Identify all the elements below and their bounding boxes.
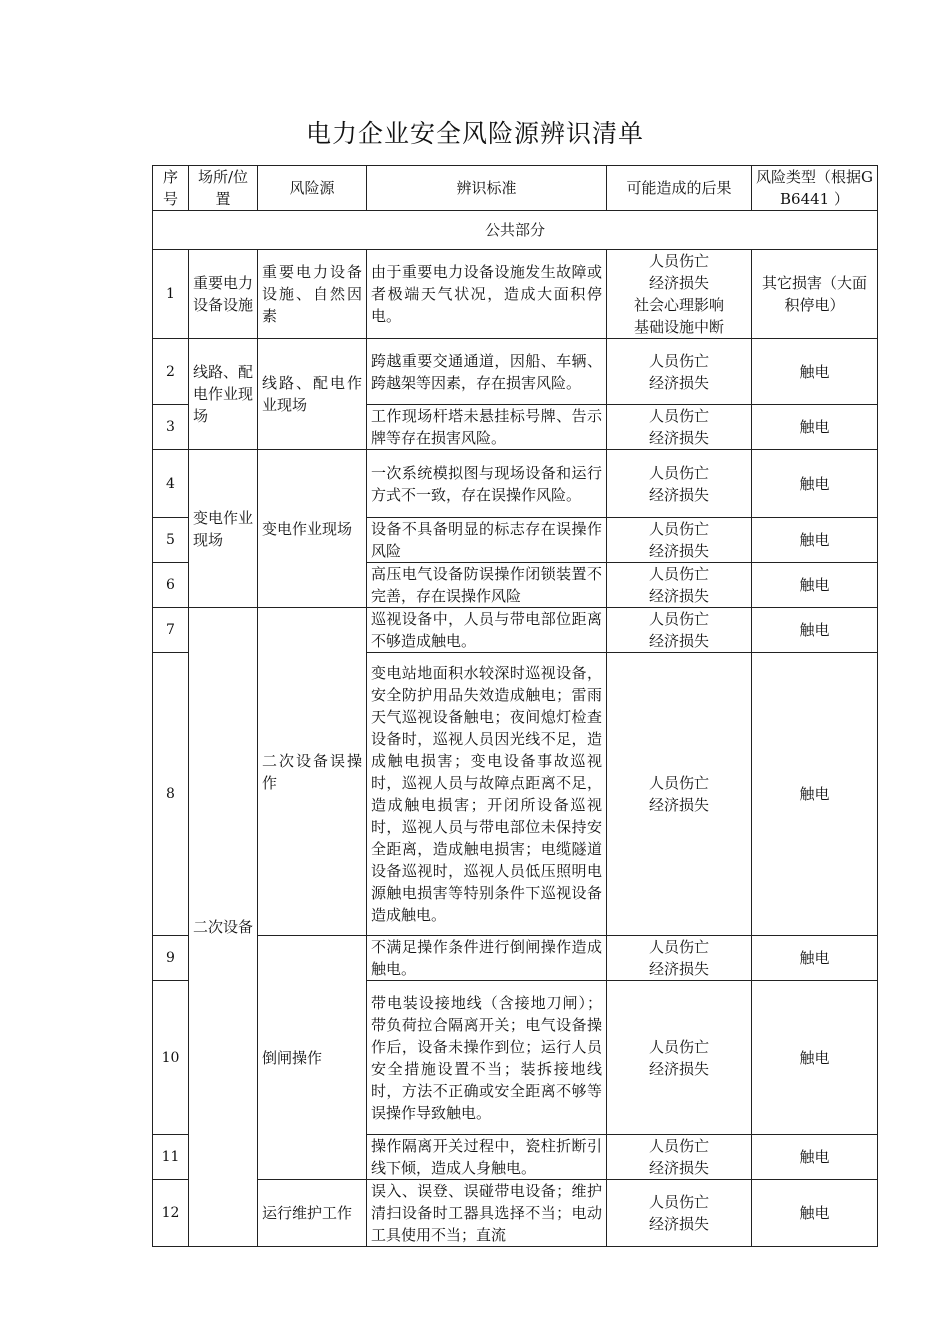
consequence-cell	[607, 608, 752, 653]
criteria-cell: 变电站地面积水较深时巡视设备，安全防护用品失效造成触电；雷雨天气巡视设备触电；夜间熄灯检查设备时，巡视人员因光线不足，造成触电损害；变电设备事故巡视时，巡视人员与故障点距离不足，造成触电损害；开闭所设备巡视时，巡视人员与带电部位未保持安全距离，造成触电损害；电缆隧道设备巡视时，巡视人员低压照明电源触电损害等特别条件下巡视设备造成触电。	[367, 653, 607, 936]
criteria-cell: 工作现场杆塔未悬挂标号牌、告示牌等存在损害风险。	[367, 405, 607, 450]
criteria-cell: 一次系统模拟图与现场设备和运行方式不一致，存在误操作风险。	[367, 450, 607, 518]
consequence-line: 经济损失	[648, 485, 709, 504]
header-consequence: 可能造成的后果	[607, 166, 752, 211]
place-cell: 重要电力设备设施	[189, 250, 258, 339]
criteria-cell: 巡视设备中，人员与带电部位距离不够造成触电。	[367, 608, 607, 653]
table-row	[153, 450, 878, 518]
risk-type-cell: 触电	[752, 1135, 878, 1180]
criteria-cell: 误入、误登、误碰带电设备；维护清扫设备时工器具选择不当；电动工具使用不当；直流	[367, 1180, 607, 1247]
criteria-cell: 操作隔离开关过程中，瓷柱折断引线下倾，造成人身触电。	[367, 1135, 607, 1180]
page-title: 电力企业安全风险源辨识清单	[305, 119, 644, 148]
table-row	[153, 339, 878, 405]
risk-type-cell: 触电	[752, 518, 878, 563]
criteria-cell: 跨越重要交通通道，因船、车辆、跨越架等因素，存在损害风险。	[367, 339, 607, 405]
risk-type-cell: 触电	[752, 405, 878, 450]
consequence-line: 人员伤亡	[648, 520, 709, 538]
consequence-line: 经济损失	[648, 373, 709, 392]
consequence-line: 经济损失	[648, 542, 709, 560]
consequence-cell	[607, 450, 752, 518]
risk-type-cell: 触电	[752, 608, 878, 653]
row-no: 1	[153, 250, 189, 339]
consequence-line: 人员伤亡	[648, 1037, 709, 1056]
header-type: 风险类型（根据GB6441 ）	[752, 166, 878, 211]
table-row	[153, 1180, 878, 1247]
row-no: 2	[153, 339, 189, 405]
consequence-cell	[607, 563, 752, 608]
source-cell: 线路、配电作业现场	[258, 339, 367, 450]
consequence-line: 经济损失	[648, 1059, 709, 1078]
risk-type-cell: 触电	[752, 1180, 878, 1247]
source-cell: 运行维护工作	[258, 1180, 367, 1247]
row-no: 7	[153, 608, 189, 653]
consequence-line: 人员伤亡	[648, 463, 709, 482]
consequence-cell	[607, 653, 752, 936]
row-no: 9	[153, 936, 189, 981]
consequence-cell	[607, 339, 752, 405]
consequence-line: 社会心理影响	[633, 296, 724, 314]
source-cell: 二次设备误操作	[258, 608, 367, 936]
section-row	[153, 211, 878, 250]
consequence-cell	[607, 405, 752, 450]
criteria-cell: 不满足操作条件进行倒闸操作造成触电。	[367, 936, 607, 981]
consequence-line: 人员伤亡	[648, 938, 709, 956]
place-cell: 变电作业现场	[189, 450, 258, 608]
risk-type-cell: 触电	[752, 563, 878, 608]
row-no: 12	[153, 1180, 189, 1247]
consequence-line: 人员伤亡	[648, 252, 709, 270]
header-source: 风险源	[258, 166, 367, 211]
risk-type-cell: 触电	[752, 339, 878, 405]
consequence-line: 人员伤亡	[648, 610, 709, 628]
consequence-cell	[607, 518, 752, 563]
consequence-line: 经济损失	[648, 1159, 709, 1177]
section-label: 公共部分	[153, 211, 878, 250]
consequence-line: 人员伤亡	[648, 1137, 709, 1155]
risk-type-cell: 其它损害（大面积停电）	[752, 250, 878, 339]
table-row	[153, 608, 878, 653]
consequence-line: 经济损失	[648, 632, 709, 650]
risk-type-cell: 触电	[752, 936, 878, 981]
consequence-line: 经济损失	[648, 587, 709, 605]
header-criteria: 辨识标准	[367, 166, 607, 211]
consequence-line: 人员伤亡	[648, 565, 709, 583]
consequence-line: 人员伤亡	[648, 774, 709, 792]
header-place: 场所/位置	[189, 166, 258, 211]
criteria-cell: 高压电气设备防误操作闭锁装置不完善，存在误操作风险	[367, 563, 607, 608]
row-no: 3	[153, 405, 189, 450]
consequence-line: 人员伤亡	[648, 407, 709, 425]
risk-type-cell: 触电	[752, 653, 878, 936]
place-cell: 二次设备	[189, 608, 258, 1247]
place-cell: 线路、配电作业现场	[189, 339, 258, 450]
table-row	[153, 936, 878, 981]
table-row	[153, 250, 878, 339]
criteria-cell: 由于重要电力设备设施发生故障或者极端天气状况，造成大面积停电。	[367, 250, 607, 339]
consequence-line: 人员伤亡	[648, 1193, 709, 1211]
criteria-cell: 设备不具备明显的标志存在误操作风险	[367, 518, 607, 563]
source-cell: 变电作业现场	[258, 450, 367, 608]
consequence-cell	[607, 1135, 752, 1180]
consequence-cell	[607, 250, 752, 339]
consequence-line: 人员伤亡	[648, 351, 709, 370]
consequence-line: 经济损失	[648, 796, 709, 814]
risk-type-cell: 触电	[752, 450, 878, 518]
consequence-cell	[607, 936, 752, 981]
consequence-line: 经济损失	[648, 274, 709, 292]
consequence-cell	[607, 981, 752, 1135]
header-no: 序号	[153, 166, 189, 211]
source-cell: 重要电力设备设施、自然因素	[258, 250, 367, 339]
consequence-line: 经济损失	[648, 960, 709, 978]
row-no: 4	[153, 450, 189, 518]
row-no: 8	[153, 653, 189, 936]
source-cell: 倒闸操作	[258, 936, 367, 1180]
row-no: 11	[153, 1135, 189, 1180]
row-no: 6	[153, 563, 189, 608]
risk-type-cell: 触电	[752, 981, 878, 1135]
consequence-line: 经济损失	[648, 429, 709, 447]
header-row	[153, 166, 878, 211]
consequence-line: 基础设施中断	[633, 318, 724, 336]
consequence-cell	[607, 1180, 752, 1247]
row-no: 10	[153, 981, 189, 1135]
risk-table	[152, 165, 878, 1247]
criteria-cell: 带电装设接地线（含接地刀闸）；带负荷拉合隔离开关；电气设备操作后，设备未操作到位；运行人员安全措施设置不当；装拆接地线时，方法不正确或安全距离不够等误操作导致触电。	[367, 981, 607, 1135]
row-no: 5	[153, 518, 189, 563]
consequence-line: 经济损失	[648, 1215, 709, 1233]
